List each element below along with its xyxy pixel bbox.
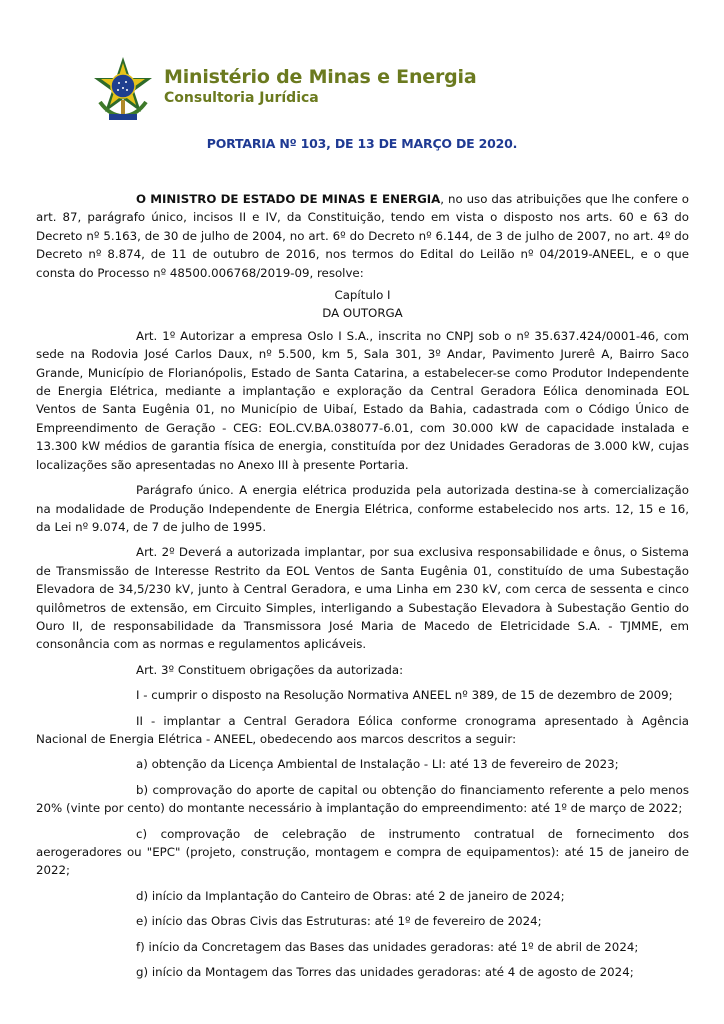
org-name: Ministério de Minas e Energia [164,66,477,88]
chapter-name: DA OUTORGA [322,306,403,321]
article-1: Art. 1º Autorizar a empresa Oslo I S.A., inscrita no CNPJ sob o nº 35.637.424/0001-46, com sede na Rodovia José Carlos Daux, nº 5.500, km 5, Sala 301, 3º Andar, Pavimento Jurerê A, Bairro Saco Grande, Município de Florianópolis, Estado de Santa Catarina, a estabelecer-se como Produtor Independente de Energia Elétrica, mediante a implantação e exploração da Central Geradora Eólica denominada EOL Ventos de Santa Eugênia 01, no Município de Uibaí, Estado da Bahia, cadastrada com o Código Único de Empreendimento de Geração - CEG: EOL.CV.BA.038077-6.01, com 30.000 kW de capacidade instalada e 13.300 kW médios de garantia física de energia, constituída por dez Unidades Geradoras de 3.000 kW, cujas localizações são apresentadas no Anexo III à presente Portaria. [36,328,689,472]
chapter-number: Capítulo I [334,288,391,303]
item-b: b) comprovação do aporte de capital ou obtenção do financiamento referente a pelo menos 20% (vinte por cento) do montante necessário à implantação do empreendimento: até 1º de março de 2022; [36,782,689,816]
item-a: a) obtenção da Licença Ambiental de Instalação - LI: até 13 de fevereiro de 2023; [136,757,619,772]
preamble-text: , no uso das atribuições que lhe confere o art. 87, parágrafo único, incisos II e IV, da Constituição, tendo em vista o disposto nos arts. 60 e 63 do Decreto nº 5.163, de 30 de julho de 2004, no art. 6º do Decreto nº 6.144, de 3 de julho de 2007, no art. 4º do Decreto nº 8.874, de 11 de outubro de 2016, nos termos do Edital do Leilão nº 04/2019-ANEEL, e o que consta do Processo nº 48500.006768/2019-09, resolve: [36,192,690,280]
article-3: Art. 3º Constituem obrigações da autorizada: [136,662,404,677]
item-f: f) início da Concretagem das Bases das unidades geradoras: até 1º de abril de 2024; [136,939,639,954]
item-ii: II - implantar a Central Geradora Eólica conforme cronograma apresentado à Agência Nacional de Energia Elétrica - ANEEL, obedecendo aos marcos descritos a seguir: [36,713,689,746]
preamble-lead: O MINISTRO DE ESTADO DE MINAS E ENERGIA [136,192,441,206]
item-c: c) comprovação de celebração de instrumento contratual de fornecimento dos aerogeradores ou "EPC" (projeto, construção, montagem e compra de equipamentos): até 15 de janeiro de 2022; [36,826,689,878]
article-2: Art. 2º Deverá a autorizada implantar, por sua exclusiva responsabilidade e ônus, o Sistema de Transmissão de Interesse Restrito da EOL Ventos de Santa Eugênia 01, constituído de uma Subestação Elevadora de 34,5/230 kV, junto à Central Geradora, e uma Linha em 230 kV, com cerca de sessenta e cinco quilômetros de extensão, em Circuito Simples, interligando a Subestação Elevadora à Subestação Gentio do Ouro II, de responsabilidade da Transmissora José Maria de Macedo de Eletricidade S.A. - TJMME, em consonância com as normas e regulamentos aplicáveis. [36,545,689,652]
article-1-sole-paragraph: Parágrafo único. A energia elétrica produzida pela autorizada destina-se à comercialização na modalidade de Produção Independente de Energia Elétrica, conforme estabelecido nos arts. 12, 15 e 16, da Lei nº 9.074, de 7 de julho de 1995. [36,483,689,534]
document-body [36,190,689,981]
item-d: d) início da Implantação do Canteiro de Obras: até 2 de janeiro de 2024; [136,888,565,903]
letterhead [92,52,692,122]
item-g: g) início da Montagem das Torres das unidades geradoras: até 4 de agosto de 2024; [136,965,634,980]
document-title: PORTARIA Nº 103, DE 13 DE MARÇO DE 2020. [206,136,518,151]
preamble [36,190,689,282]
coat-of-arms-icon [92,56,154,122]
org-subtitle: Consultoria Jurídica [164,90,319,106]
item-e: e) início das Obras Civis das Estruturas: até 1º de fevereiro de 2024; [136,914,542,929]
item-i: I - cumprir o disposto na Resolução Normativa ANEEL nº 389, de 15 de dezembro de 2009; [136,688,673,703]
